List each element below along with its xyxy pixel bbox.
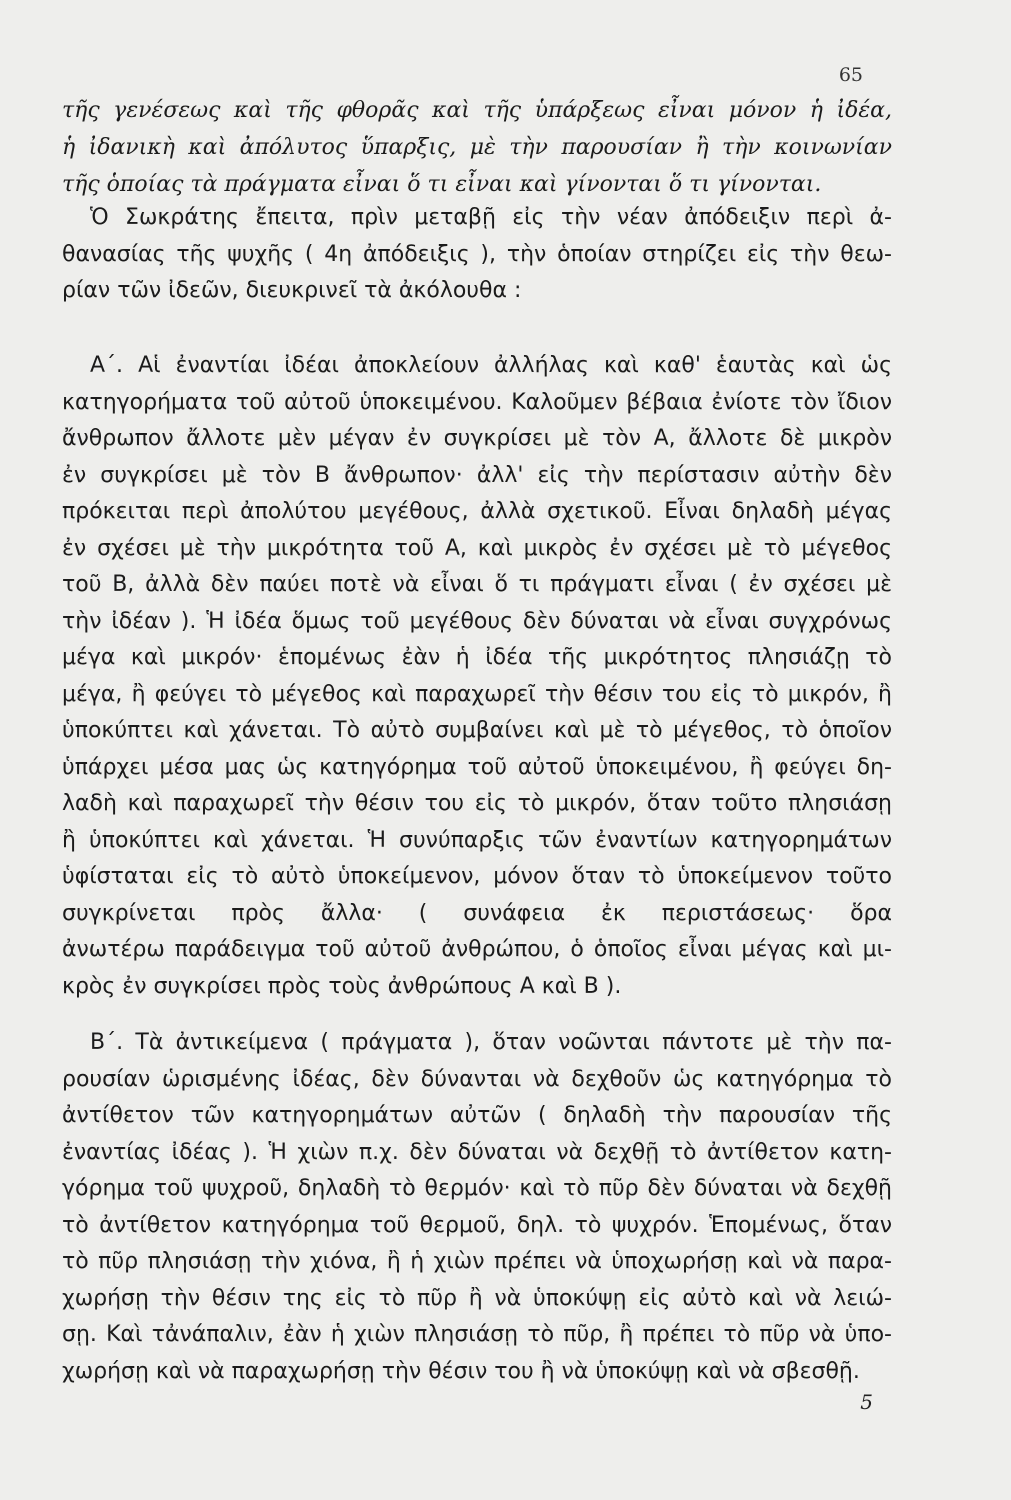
section-a-paragraph bbox=[62, 348, 892, 1005]
paragraph-line: Ὁ Σωκράτης ἔπειτα, πρὶν μεταβῇ εἰς τὴν νέαν ἀπόδειξιν περὶ ἀ- bbox=[90, 205, 892, 230]
paragraph-line: ὑπάρχει μέσα μας ὡς κατηγόρημα τοῦ αὐτοῦ ὑποκειμένου, ἢ φεύγει δη- bbox=[62, 754, 892, 780]
italic-line: ἡ ἰδανικὴ καὶ ἀπόλυτος ὕπαρξις, μὲ τὴν παρουσίαν ἢ τὴν κοινωνίαν bbox=[62, 135, 892, 160]
paragraph-line: τοῦ Β, ἀλλὰ δὲν παύει ποτὲ νὰ εἶναι ὅ τι πράγματι εἶναι ( ἐν σχέσει μὲ bbox=[62, 572, 892, 597]
paragraph-line: Α΄. Αἱ ἐναντίαι ἰδέαι ἀποκλείουν ἀλλήλας καὶ καθ' ἑαυτὰς καὶ ὡς bbox=[90, 353, 892, 378]
italic-paragraph bbox=[62, 92, 892, 203]
paragraph-line: ἀνωτέρω παράδειγμα τοῦ αὐτοῦ ἀνθρώπου, ὁ ὁποῖος εἶναι μέγας καὶ μι- bbox=[62, 937, 892, 962]
paragraph-line: γόρημα τοῦ ψυχροῦ, δηλαδὴ τὸ θερμόν· καὶ τὸ πῦρ δὲν δύναται νὰ δεχθῇ bbox=[62, 1176, 892, 1201]
paragraph-line: ἐν συγκρίσει μὲ τὸν Β ἄνθρωπον· ἀλλ' εἰς τὴν περίστασιν αὐτὴν δὲν bbox=[62, 462, 892, 488]
paragraph-line: πρόκειται περὶ ἀπολύτου μεγέθους, ἀλλὰ σχετικοῦ. Εἶναι δηλαδὴ μέγας bbox=[62, 499, 892, 524]
paragraph-line: συγκρίνεται πρὸς ἄλλα· ( συνάφεια ἐκ περιστάσεως· ὅρα bbox=[62, 900, 892, 926]
paragraph-line: σῃ. Καὶ τἀνάπαλιν, ἐὰν ἡ χιὼν πλησιάσῃ τὸ πῦρ, ἢ πρέπει τὸ πῦρ νὰ ὑπο- bbox=[62, 1322, 892, 1347]
paragraph-line: ὑποκύπτει καὶ χάνεται. Τὸ αὐτὸ συμβαίνει καὶ μὲ τὸ μέγεθος, τὸ ὁποῖον bbox=[62, 718, 892, 743]
paragraph-line: Β΄. Τὰ ἀντικείμενα ( πράγματα ), ὅταν νοῶνται πάντοτε μὲ τὴν πα- bbox=[90, 1030, 892, 1055]
paragraph-line: ρουσίαν ὡρισμένης ἰδέας, δὲν δύνανται νὰ δεχθοῦν ὡς κατηγόρημα τὸ bbox=[62, 1066, 892, 1092]
paragraph-line: μέγα, ἢ φεύγει τὸ μέγεθος καὶ παραχωρεῖ τὴν θέσιν του εἰς τὸ μικρόν, ἢ bbox=[62, 681, 892, 707]
paragraph-line: ἢ ὑποκύπτει καὶ χάνεται. Ἡ συνύπαρξις τῶν ἐναντίων κατηγορημάτων bbox=[62, 827, 892, 853]
paragraph-line: θανασίας τῆς ψυχῆς ( 4η ἀπόδειξις ), τὴν ὁποίαν στηρίζει εἰς τὴν θεω- bbox=[62, 241, 892, 267]
intro-paragraph bbox=[62, 200, 892, 310]
paragraph-line: ἄνθρωπον ἄλλοτε μὲν μέγαν ἐν συγκρίσει μὲ τὸν Α, ἄλλοτε δὲ μικρὸν bbox=[62, 426, 892, 451]
paragraph-line: τὸ ἀντίθετον κατηγόρημα τοῦ θερμοῦ, δηλ. τὸ ψυχρόν. Ἑπομένως, ὅταν bbox=[62, 1212, 892, 1238]
page-number: 65 bbox=[838, 64, 863, 86]
paragraph-line: ἐναντίας ἰδέας ). Ἡ χιὼν π.χ. δὲν δύναται νὰ δεχθῇ τὸ ἀντίθετον κατη- bbox=[62, 1139, 892, 1165]
paragraph-line: τὸ πῦρ πλησιάσῃ τὴν χιόνα, ἢ ἡ χιὼν πρέπει νὰ ὑποχωρήσῃ καὶ νὰ παρα- bbox=[62, 1249, 892, 1274]
section-b-paragraph bbox=[62, 1025, 892, 1390]
paragraph-line: κρὸς ἐν συγκρίσει πρὸς τοὺς ἀνθρώπους Α καὶ Β ). bbox=[62, 973, 622, 999]
paragraph-line: κατηγορήματα τοῦ αὐτοῦ ὑποκειμένου. Καλοῦμεν βέβαια ἐνίοτε τὸν ἴδιον bbox=[62, 389, 892, 415]
paragraph-line: χωρήσῃ τὴν θέσιν της εἰς τὸ πῦρ ἢ νὰ ὑποκύψῃ εἰς αὐτὸ καὶ νὰ λειώ- bbox=[62, 1285, 892, 1311]
italic-line: τῆς ὁποίας τὰ πράγματα εἶναι ὅ τι εἶναι καὶ γίνονται ὅ τι γίνονται. bbox=[62, 172, 822, 197]
paragraph-line: λαδὴ καὶ παραχωρεῖ τὴν θέσιν του εἰς τὸ μικρόν, ὅταν τοῦτο πλησιάσῃ bbox=[62, 791, 892, 816]
paragraph-line: ρίαν τῶν ἰδεῶν, διευκρινεῖ τὰ ἀκόλουθα : bbox=[62, 278, 522, 303]
paragraph-line: ὑφίσταται εἰς τὸ αὐτὸ ὑποκείμενον, μόνον ὅταν τὸ ὑποκείμενον τοῦτο bbox=[62, 864, 892, 889]
signature-number: 5 bbox=[860, 1390, 873, 1414]
paragraph-line: ἐν σχέσει μὲ τὴν μικρότητα τοῦ Α, καὶ μικρὸς ἐν σχέσει μὲ τὸ μέγεθος bbox=[62, 535, 892, 561]
paragraph-line: τὴν ἰδέαν ). Ἡ ἰδέα ὅμως τοῦ μεγέθους δὲν δύναται νὰ εἶναι συγχρόνως bbox=[62, 608, 892, 634]
paragraph-line: ἀντίθετον τῶν κατηγορημάτων αὐτῶν ( δηλαδὴ τὴν παρουσίαν τῆς bbox=[62, 1103, 892, 1128]
italic-line: τῆς γενέσεως καὶ τῆς φθορᾶς καὶ τῆς ὑπάρξεως εἶναι μόνον ἡ ἰδέα, bbox=[62, 98, 892, 123]
paragraph-line: μέγα καὶ μικρόν· ἑπομένως ἐὰν ἡ ἰδέα τῆς μικρότητος πλησιάζῃ τὸ bbox=[62, 645, 892, 670]
paragraph-line: χωρήσῃ καὶ νὰ παραχωρήσῃ τὴν θέσιν του ἢ νὰ ὑποκύψῃ καὶ νὰ σβεσθῇ. bbox=[62, 1358, 860, 1384]
